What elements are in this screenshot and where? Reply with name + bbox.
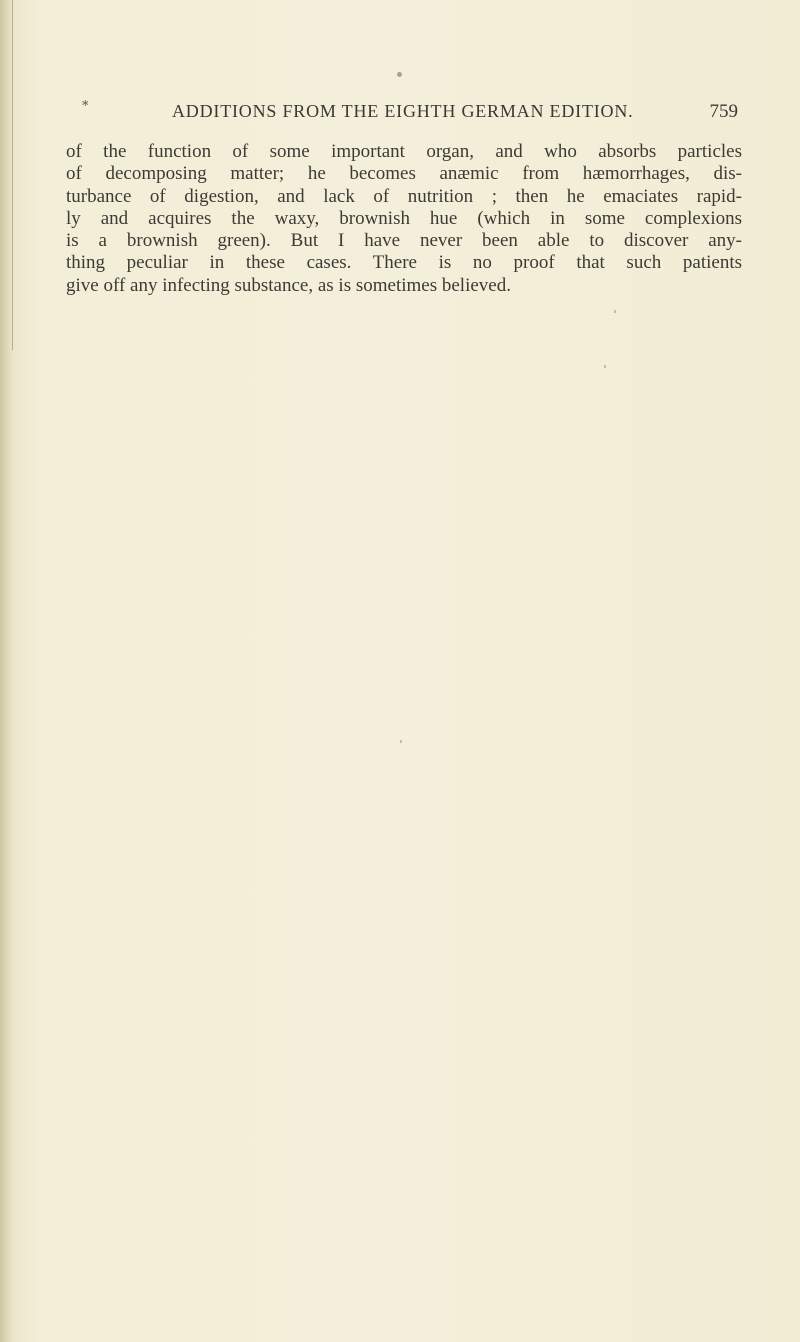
gutter-line [12, 0, 13, 350]
text-line: is a brownish green). But I have never been able to discover any- [66, 230, 742, 252]
text-line: of decomposing matter; he becomes anæmic from hæmorrhages, dis- [66, 163, 742, 185]
text-line: thing peculiar in these cases. There is no proof that such patients [66, 252, 742, 274]
running-head: ADDITIONS FROM THE EIGHTH GERMAN EDITION. [172, 101, 634, 121]
page-header [82, 97, 738, 127]
body-paragraph [66, 141, 742, 297]
paper-speck [614, 310, 616, 313]
paper-speck [604, 365, 606, 368]
text-line: ly and acquires the waxy, brownish hue (which in some complexions [66, 207, 742, 229]
page-number: 759 [709, 101, 738, 122]
text-line: of the function of some important organ, and who absorbs particles [66, 141, 742, 162]
paper-speck [400, 740, 402, 743]
text-line: turbance of digestion, and lack of nutrition ; then he emaciates rapid- [66, 185, 742, 207]
header-marker: * [82, 99, 89, 114]
text-line: give off any infecting substance, as is sometimes believed. [66, 274, 511, 296]
ink-dot [397, 72, 402, 77]
